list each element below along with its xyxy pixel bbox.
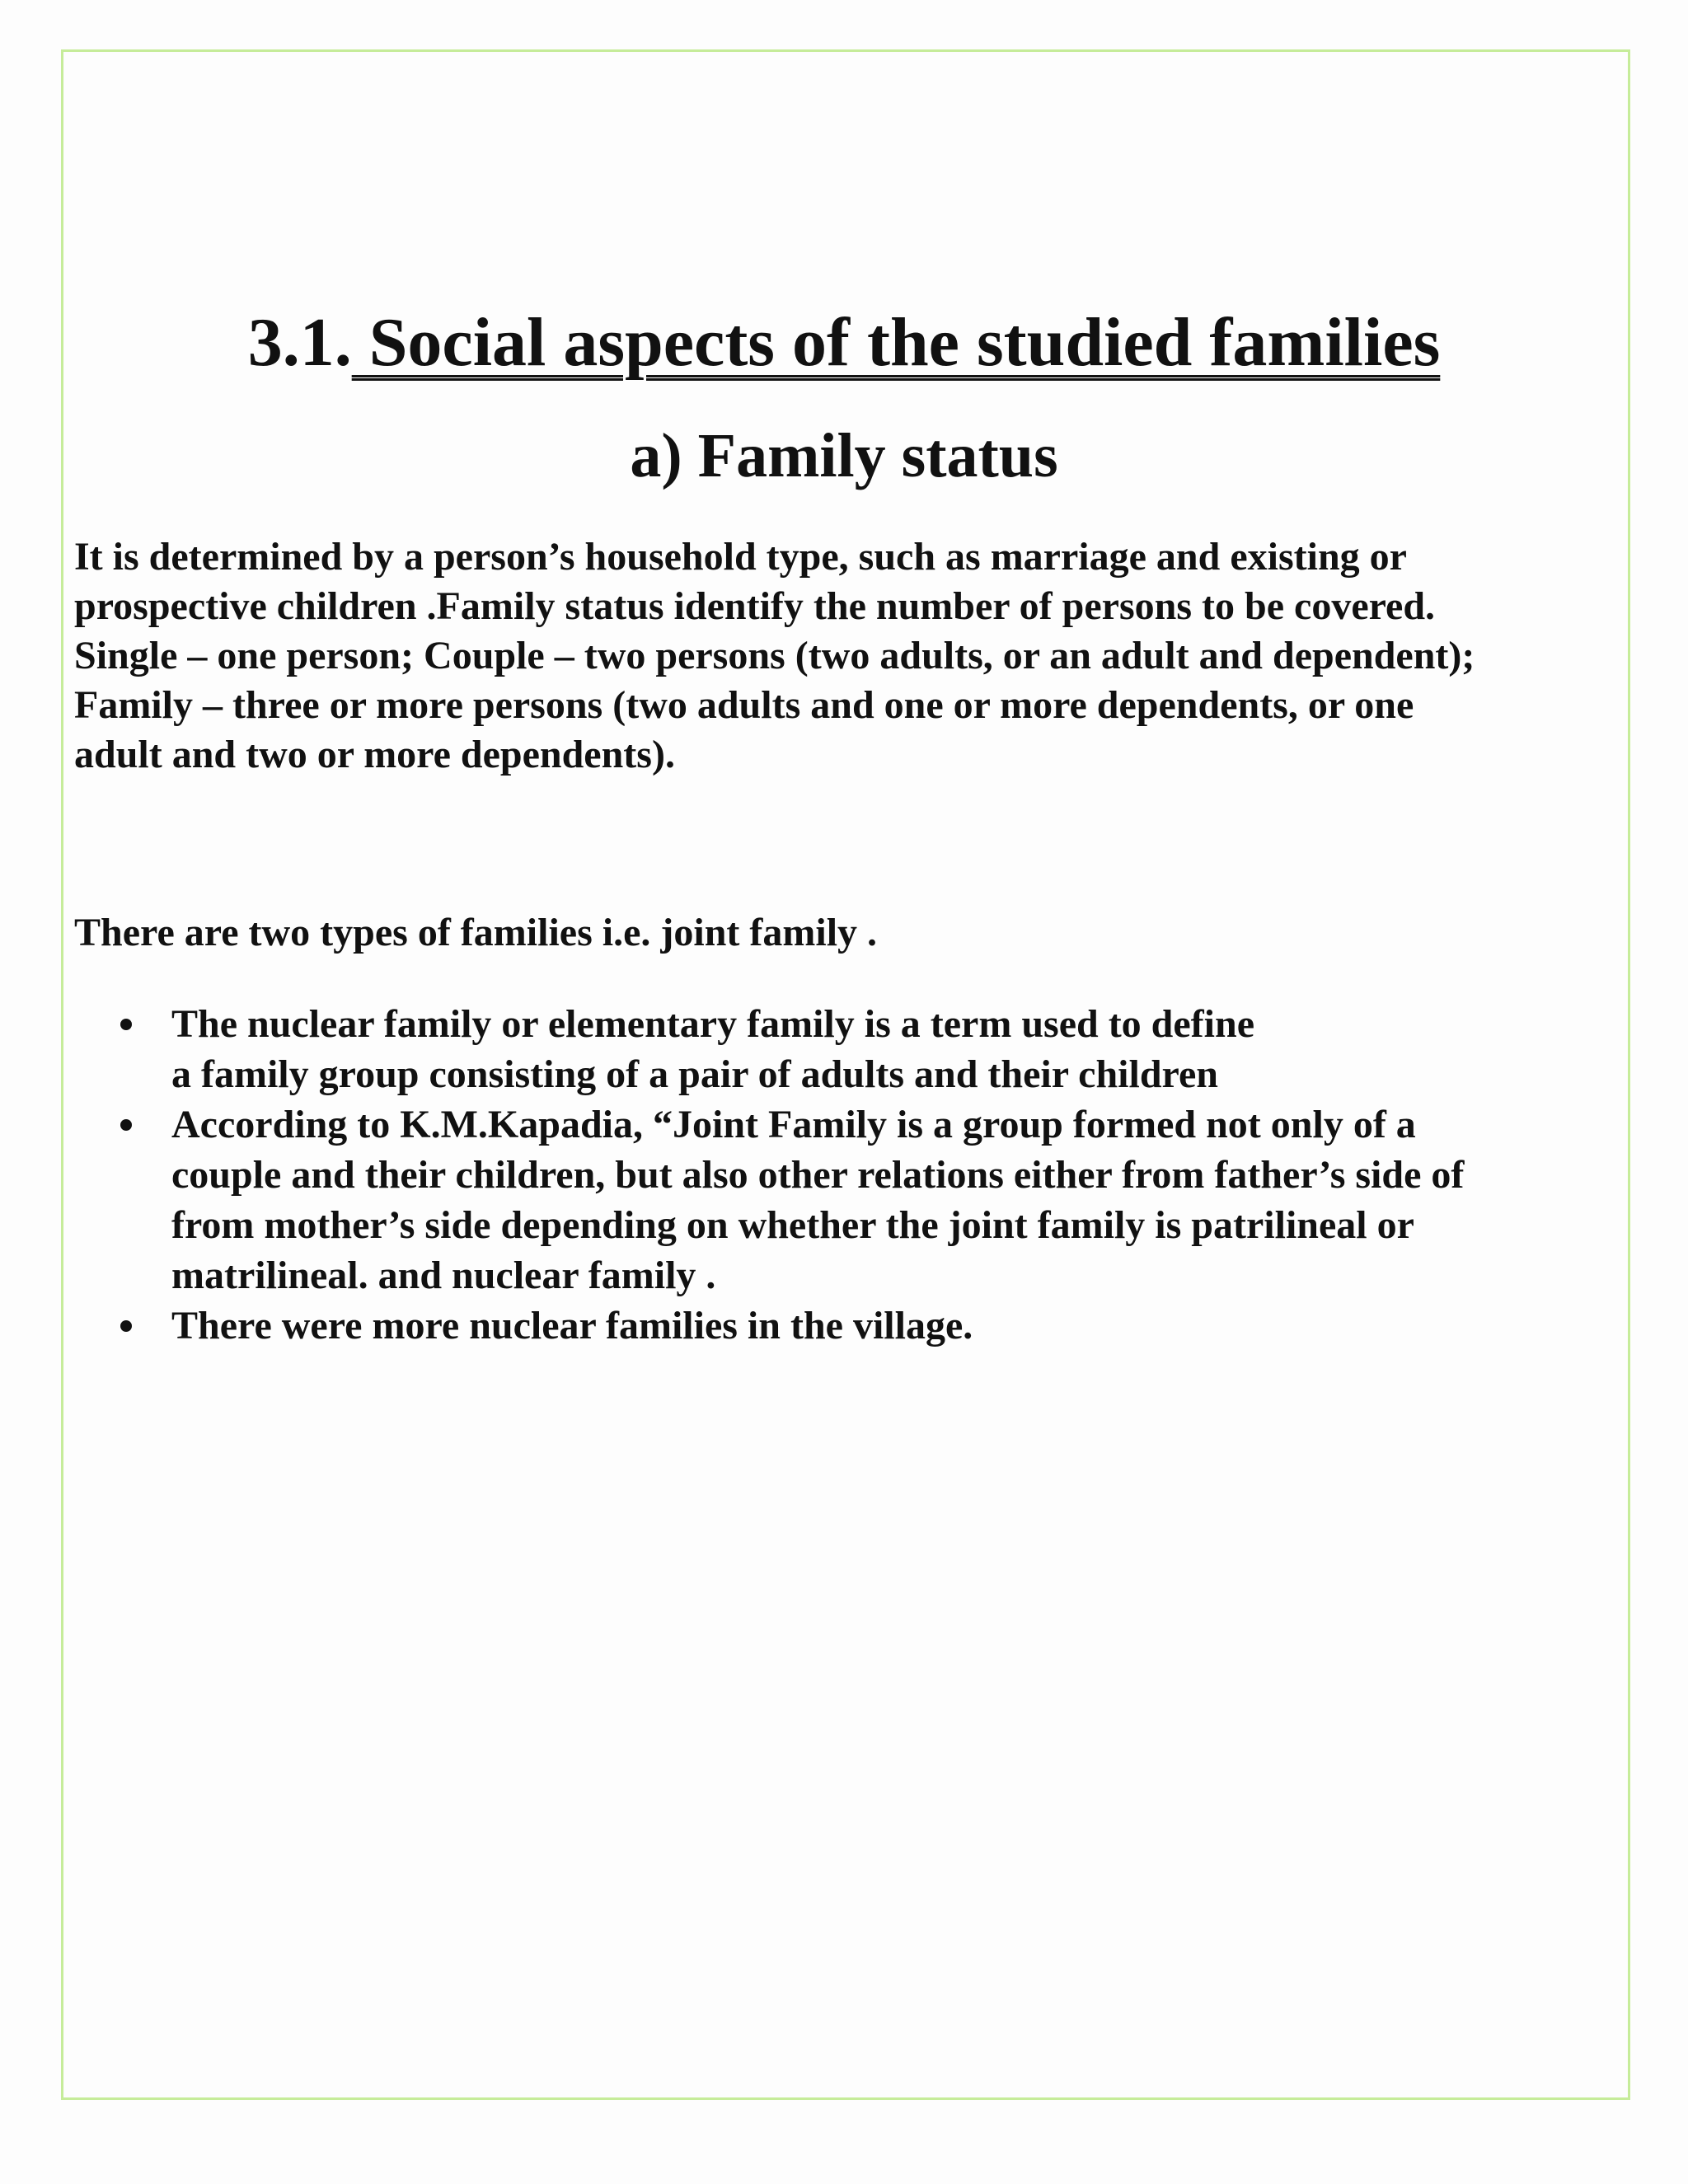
list-item-line: couple and their children, but also other relations either from father’s side of [171,1153,1465,1197]
list-item-line: According to K.M.Kapadia, “Joint Family is a group formed not only of a [171,1103,1416,1146]
intro-paragraph [74,532,1475,780]
bullet-list [0,999,1688,1351]
subsection-heading: a) Family status [630,421,1058,490]
list-item-line: matrilineal. and nuclear family . [171,1254,716,1297]
intro-line: Family – three or more persons (two adults and one or more dependents, or one [74,683,1414,727]
section-title: Social aspects of the studied families [351,304,1441,381]
intro-line: Single – one person; Couple – two persons (two adults, or an adult and dependent); [74,634,1475,677]
bullet-icon [120,1119,132,1131]
list-item [0,999,1688,1099]
list-item-line: The nuclear family or elementary family is a term used to define [171,1002,1254,1046]
list-item-line: a family group consisting of a pair of adults and their children [171,1052,1218,1096]
list-item-line: from mother’s side depending on whether the joint family is patrilineal or [171,1203,1414,1247]
list-item [0,1099,1688,1301]
intro-line: prospective children .Family status identify the number of persons to be covered. [74,584,1436,628]
family-types-paragraph [74,908,877,958]
list-item [0,1301,1688,1351]
intro-line: It is determined by a person’s household type, such as marriage and existing or [74,535,1407,579]
section-number: 3.1. [247,304,352,381]
intro-line: adult and two or more dependents). [74,733,675,776]
list-item-line: There were more nuclear families in the village. [171,1304,973,1347]
bullet-icon [120,1019,132,1030]
family-types-line: There are two types of families i.e. joint family . [74,911,878,954]
bullet-icon [120,1320,132,1332]
section-heading [0,302,1688,384]
